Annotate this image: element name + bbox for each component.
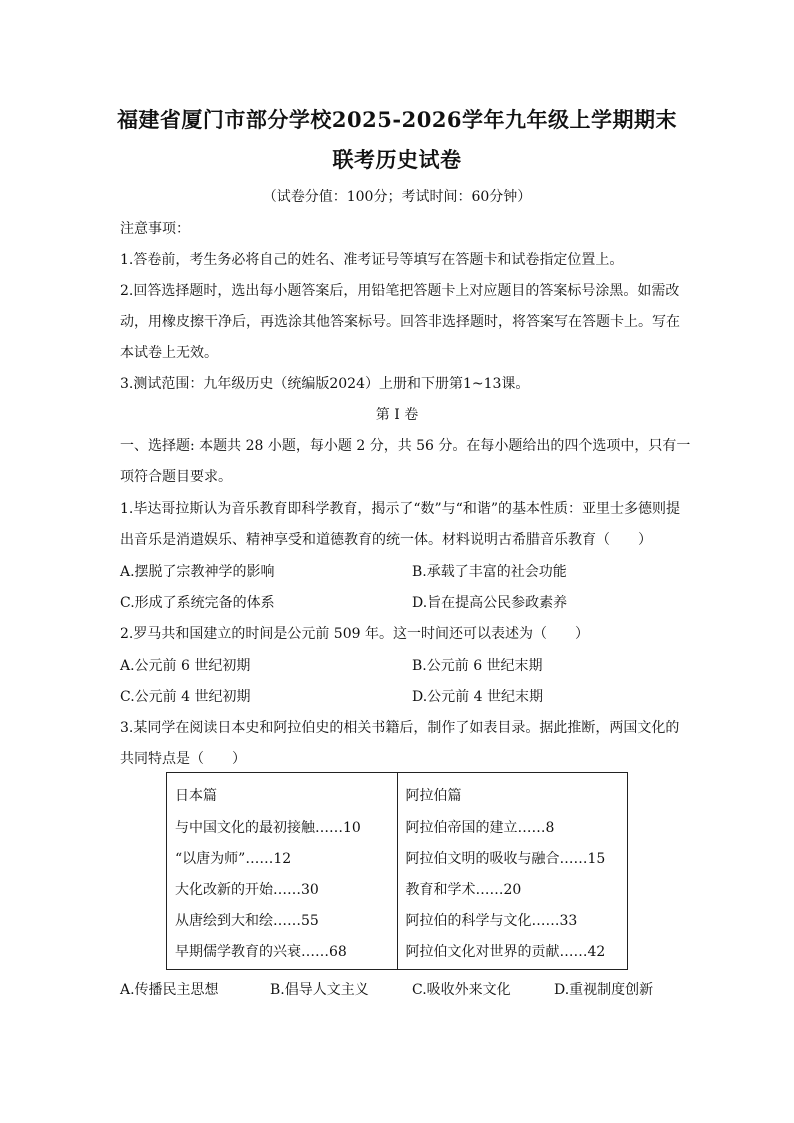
question-3-option-d[interactable]: D.重视制度创新 [554, 982, 654, 998]
question-3-stem-cont: 共同特点是（ ） [120, 751, 246, 767]
note-item: 2.回答选择题时，选出每小题答案后，用铅笔把答题卡上对应题目的答案标号涂黑。如需改 [120, 283, 680, 299]
question-2-option-d[interactable]: D.公元前 4 世纪末期 [412, 689, 543, 705]
note-item: 本试卷上无效。 [120, 345, 218, 361]
table-row: 早期儒学教育的兴衰……68 [175, 944, 347, 960]
question-1-option-a[interactable]: A.摆脱了宗教神学的影响 [120, 564, 275, 580]
arab-header: 阿拉伯篇 [405, 788, 462, 804]
question-1-stem-cont: 出音乐是消遣娱乐、精神享受和道德教育的统一体。材料说明古希腊音乐教育（ ） [120, 532, 652, 548]
question-2-option-a[interactable]: A.公元前 6 世纪初期 [120, 658, 251, 674]
question-1-option-b[interactable]: B.承载了丰富的社会功能 [412, 564, 567, 580]
arab-column [397, 773, 628, 970]
japan-header: 日本篇 [175, 788, 217, 804]
note-item: 3.测试范围：九年级历史（统编版2024）上册和下册第1~13课。 [120, 376, 530, 392]
question-2-stem: 2.罗马共和国建立的时间是公元前 509 年。这一时间还可以表述为（ ） [120, 626, 589, 642]
japan-column [167, 773, 398, 970]
note-item: 1.答卷前，考生务必将自己的姓名、准考证号等填写在答题卡和试卷指定位置上。 [120, 252, 624, 268]
exam-title-line2: 联考历史试卷 [332, 147, 462, 172]
exam-title-line1: 福建省厦门市部分学校2025-2026学年九年级上学期期末 [116, 107, 678, 132]
table-row: 阿拉伯文明的吸收与融合……15 [405, 851, 606, 867]
table-row: 从唐绘到大和绘……55 [175, 913, 319, 929]
question-1-option-d[interactable]: D.旨在提高公民参政素养 [412, 595, 568, 611]
exam-subtitle: （试卷分值：100分；考试时间：60分钟） [262, 189, 532, 205]
question-1-stem: 1.毕达哥拉斯认为音乐教育即科学教育，揭示了“数”与“和谐”的基本性质：亚里士多德则提 [120, 501, 680, 517]
section-instructions: 一、选择题: 本题共 28 小题，每小题 2 分，共 56 分。在每小题给出的四个选项中，只有一 [120, 438, 691, 454]
table-row: “以唐为师”……12 [175, 851, 292, 867]
table-row: 大化改新的开始……30 [175, 882, 319, 898]
question-3-option-a[interactable]: A.传播民主思想 [120, 982, 219, 998]
question-3-stem: 3.某同学在阅读日本史和阿拉伯史的相关书籍后，制作了如表目录。据此推断，两国文化的 [120, 720, 680, 736]
table-row: 阿拉伯的科学与文化……33 [405, 913, 578, 929]
table-of-contents [166, 772, 628, 970]
table-row: 阿拉伯文化对世界的贡献……42 [405, 944, 606, 960]
notes-heading: 注意事项： [120, 221, 190, 237]
table-row: 与中国文化的最初接触……10 [175, 820, 361, 836]
table-row: 教育和学术……20 [405, 882, 522, 898]
question-2-option-b[interactable]: B.公元前 6 世纪末期 [412, 658, 543, 674]
volume-label: 第 I 卷 [375, 407, 419, 423]
section-instructions-cont: 项符合题目要求。 [120, 469, 232, 485]
question-1-option-c[interactable]: C.形成了系统完备的体系 [120, 595, 275, 611]
note-item: 动，用橡皮擦干净后，再选涂其他答案标号。回答非选择题时，将答案写在答题卡上。写在 [120, 314, 680, 330]
table-row: 阿拉伯帝国的建立……8 [405, 820, 555, 836]
question-3-option-b[interactable]: B.倡导人文主义 [270, 982, 369, 998]
question-2-option-c[interactable]: C.公元前 4 世纪初期 [120, 689, 251, 705]
question-3-option-c[interactable]: C.吸收外来文化 [412, 982, 511, 998]
